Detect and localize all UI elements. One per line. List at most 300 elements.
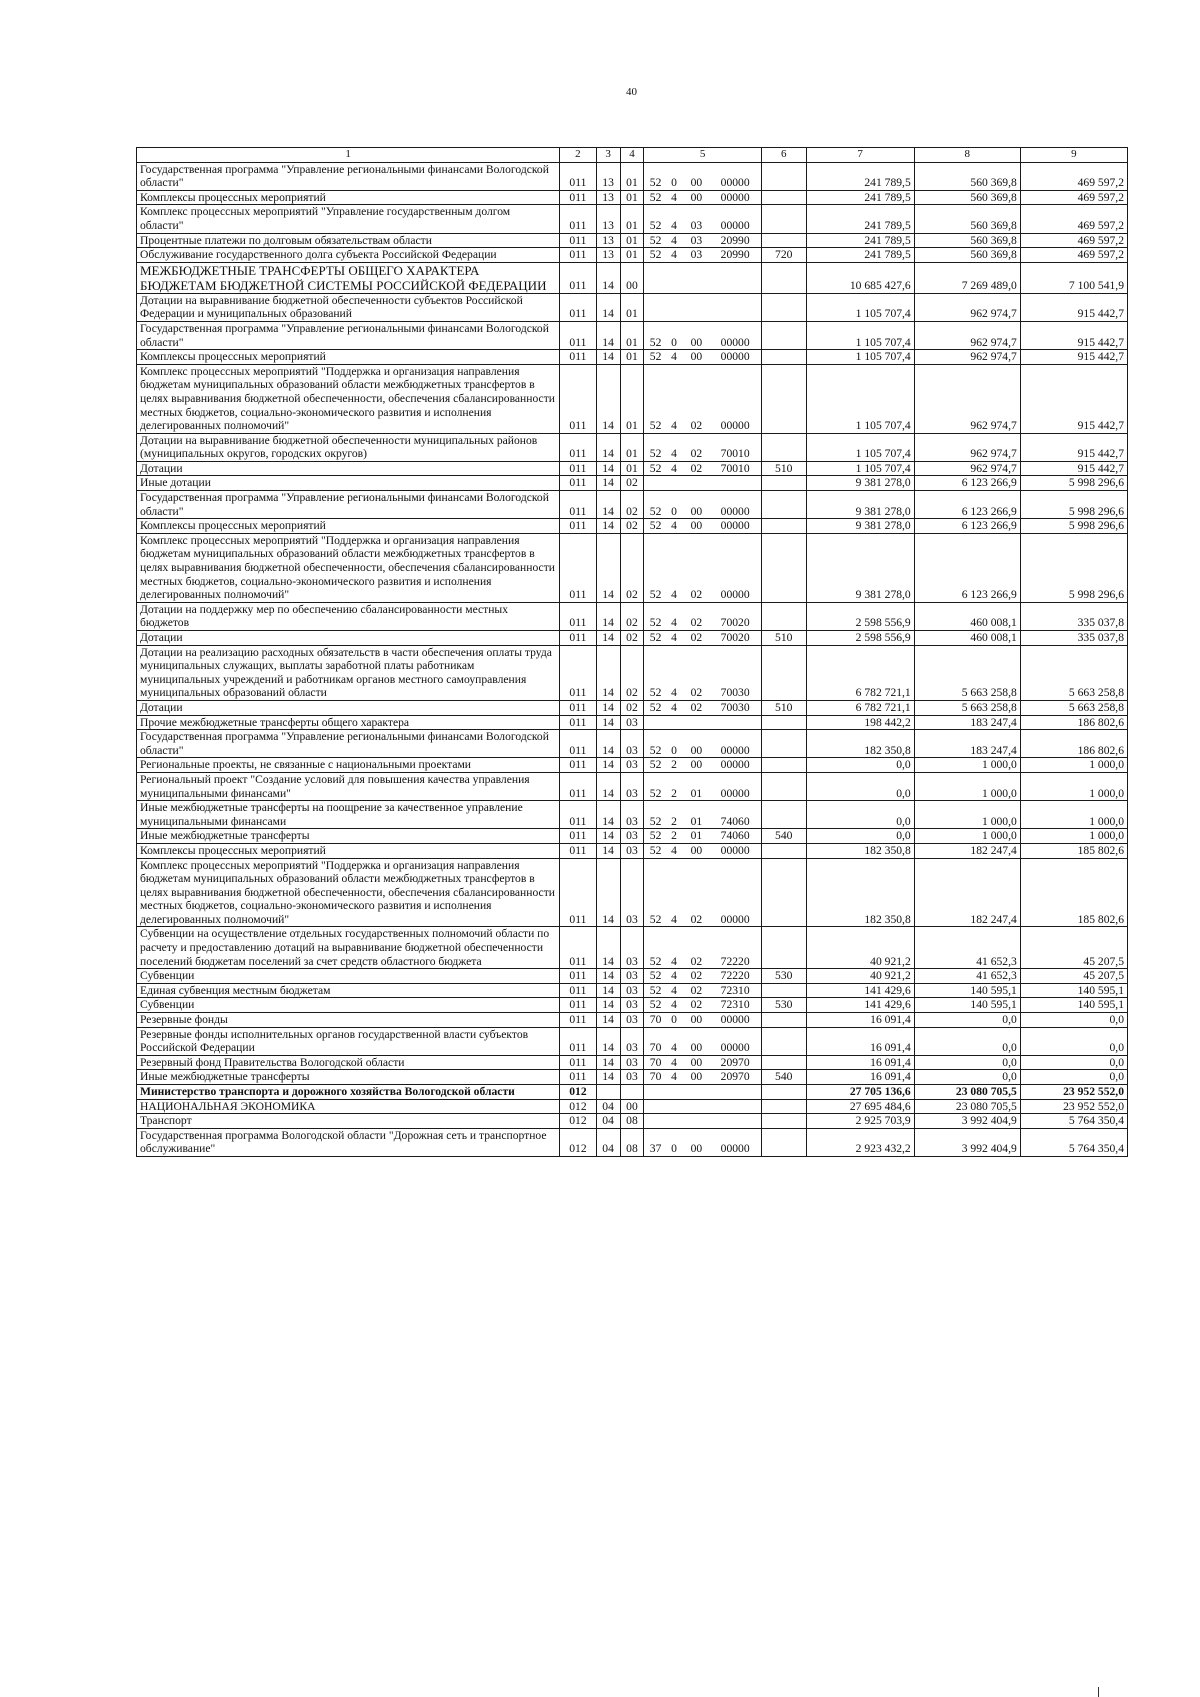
- target-subprogram-code: 4: [665, 248, 684, 263]
- amount-col8: 41 652,3: [914, 969, 1020, 984]
- subsection-code: 01: [620, 461, 644, 476]
- subsection-code: 02: [620, 631, 644, 646]
- subsection-code: 03: [620, 772, 644, 800]
- target-direction-code: [709, 1085, 761, 1100]
- target-subprogram-code: 4: [665, 350, 684, 365]
- target-program-code: 52: [644, 491, 665, 519]
- amount-col8: 23 080 705,5: [914, 1099, 1020, 1114]
- expense-type-code: [761, 1099, 806, 1114]
- target-measure-code: [683, 293, 709, 321]
- subsection-code: [620, 1085, 644, 1100]
- amount-col9: 469 597,2: [1020, 162, 1127, 190]
- table-row: [137, 248, 1128, 263]
- row-name: Дотации на выравнивание бюджетной обеспеченности субъектов Российской Федерации и муниципальных образований: [137, 293, 560, 321]
- target-subprogram-code: 2: [665, 829, 684, 844]
- target-program-code: 37: [644, 1128, 665, 1156]
- target-direction-code: 00000: [709, 190, 761, 205]
- row-name: Транспорт: [137, 1114, 560, 1129]
- section-code: 04: [596, 1114, 620, 1129]
- section-code: 14: [596, 758, 620, 773]
- admin-code: 011: [560, 461, 596, 476]
- amount-col9: 1 000,0: [1020, 772, 1127, 800]
- section-code: 14: [596, 1070, 620, 1085]
- target-program-code: 52: [644, 205, 665, 233]
- target-subprogram-code: 2: [665, 772, 684, 800]
- expense-type-code: 540: [761, 829, 806, 844]
- target-direction-code: [709, 715, 761, 730]
- target-measure-code: 02: [683, 858, 709, 927]
- table-row: [137, 205, 1128, 233]
- table-row: [137, 433, 1128, 461]
- subsection-code: 02: [620, 700, 644, 715]
- target-program-code: 52: [644, 829, 665, 844]
- admin-code: 011: [560, 476, 596, 491]
- row-name: Дотации: [137, 631, 560, 646]
- target-measure-code: 02: [683, 645, 709, 700]
- target-direction-code: 74060: [709, 801, 761, 829]
- admin-code: 012: [560, 1085, 596, 1100]
- target-program-code: 52: [644, 350, 665, 365]
- expense-type-code: [761, 293, 806, 321]
- target-measure-code: 02: [683, 998, 709, 1013]
- table-row: [137, 1013, 1128, 1028]
- row-name: Министерство транспорта и дорожного хозяйства Вологодской области: [137, 1085, 560, 1100]
- amount-col9: 915 442,7: [1020, 433, 1127, 461]
- amount-col8: 1 000,0: [914, 801, 1020, 829]
- admin-code: 012: [560, 1114, 596, 1129]
- target-program-code: [644, 476, 665, 491]
- amount-col7: 40 921,2: [806, 927, 914, 969]
- amount-col9: 185 802,6: [1020, 858, 1127, 927]
- target-subprogram-code: 4: [665, 631, 684, 646]
- column-number-row: [137, 148, 1128, 163]
- section-code: 14: [596, 476, 620, 491]
- row-name: Комплекс процессных мероприятий "Управление государственным долгом области": [137, 205, 560, 233]
- target-program-code: 52: [644, 364, 665, 433]
- amount-col7: 16 091,4: [806, 1013, 914, 1028]
- amount-col7: 27 695 484,6: [806, 1099, 914, 1114]
- row-name: НАЦИОНАЛЬНАЯ ЭКОНОМИКА: [137, 1099, 560, 1114]
- amount-col9: 1 000,0: [1020, 758, 1127, 773]
- column-number: 3: [596, 148, 620, 163]
- amount-col7: 1 105 707,4: [806, 350, 914, 365]
- target-direction-code: 00000: [709, 321, 761, 349]
- target-program-code: 52: [644, 998, 665, 1013]
- subsection-code: 03: [620, 829, 644, 844]
- target-measure-code: 00: [683, 1128, 709, 1156]
- amount-col8: 3 992 404,9: [914, 1114, 1020, 1129]
- target-program-code: 52: [644, 983, 665, 998]
- target-program-code: 52: [644, 233, 665, 248]
- expense-type-code: [761, 645, 806, 700]
- target-direction-code: 72310: [709, 983, 761, 998]
- amount-col9: 5 998 296,6: [1020, 476, 1127, 491]
- amount-col8: 962 974,7: [914, 321, 1020, 349]
- subsection-code: 03: [620, 927, 644, 969]
- amount-col9: 915 442,7: [1020, 321, 1127, 349]
- admin-code: 011: [560, 983, 596, 998]
- admin-code: 011: [560, 843, 596, 858]
- amount-col7: 1 105 707,4: [806, 433, 914, 461]
- subsection-code: 02: [620, 602, 644, 630]
- row-name: Комплекс процессных мероприятий "Поддержка и организация направления бюджетам муниципальных образований области межбюджетных трансфертов в целях выравнивания бюджетной обеспеченности, обеспечения сбалансированности местных бюджетов, социально-экономического развития и исполнения делегированных полномочий": [137, 858, 560, 927]
- amount-col7: 0,0: [806, 829, 914, 844]
- admin-code: 011: [560, 262, 596, 293]
- target-measure-code: 00: [683, 1013, 709, 1028]
- target-measure-code: 00: [683, 350, 709, 365]
- section-code: 14: [596, 461, 620, 476]
- expense-type-code: [761, 1013, 806, 1028]
- amount-col7: 9 381 278,0: [806, 476, 914, 491]
- target-program-code: [644, 715, 665, 730]
- section-code: 04: [596, 1128, 620, 1156]
- target-direction-code: [709, 1099, 761, 1114]
- target-subprogram-code: [665, 1085, 684, 1100]
- amount-col9: 45 207,5: [1020, 969, 1127, 984]
- target-program-code: 52: [644, 461, 665, 476]
- expense-type-code: [761, 858, 806, 927]
- target-program-code: [644, 1099, 665, 1114]
- target-measure-code: 03: [683, 233, 709, 248]
- expense-type-code: [761, 162, 806, 190]
- section-code: 04: [596, 1099, 620, 1114]
- section-code: 14: [596, 858, 620, 927]
- target-subprogram-code: 4: [665, 927, 684, 969]
- column-number: 5: [644, 148, 761, 163]
- amount-col7: 9 381 278,0: [806, 519, 914, 534]
- section-code: 14: [596, 293, 620, 321]
- target-direction-code: 00000: [709, 533, 761, 602]
- amount-col9: 0,0: [1020, 1070, 1127, 1085]
- admin-code: 011: [560, 730, 596, 758]
- target-subprogram-code: 4: [665, 645, 684, 700]
- amount-col8: 1 000,0: [914, 758, 1020, 773]
- target-subprogram-code: 0: [665, 162, 684, 190]
- target-measure-code: 00: [683, 1055, 709, 1070]
- row-name: Субвенции: [137, 969, 560, 984]
- row-name: Государственная программа "Управление региональными финансами Вологодской области": [137, 730, 560, 758]
- table-row: [137, 858, 1128, 927]
- section-code: 14: [596, 1027, 620, 1055]
- section-code: 13: [596, 233, 620, 248]
- section-code: 13: [596, 162, 620, 190]
- section-code: 14: [596, 983, 620, 998]
- target-measure-code: 03: [683, 248, 709, 263]
- subsection-code: 01: [620, 433, 644, 461]
- amount-col8: 0,0: [914, 1027, 1020, 1055]
- target-direction-code: 00000: [709, 858, 761, 927]
- target-direction-code: 00000: [709, 162, 761, 190]
- expense-type-code: [761, 519, 806, 534]
- row-name: Прочие межбюджетные трансферты общего характера: [137, 715, 560, 730]
- subsection-code: 02: [620, 476, 644, 491]
- amount-col9: 915 442,7: [1020, 461, 1127, 476]
- target-subprogram-code: 0: [665, 321, 684, 349]
- amount-col7: 6 782 721,1: [806, 645, 914, 700]
- column-number: 1: [137, 148, 560, 163]
- row-name: Дотации: [137, 700, 560, 715]
- target-subprogram-code: 4: [665, 983, 684, 998]
- amount-col8: 0,0: [914, 1055, 1020, 1070]
- row-name: Региональный проект "Создание условий для повышения качества управления муниципальными финансами": [137, 772, 560, 800]
- expense-type-code: [761, 801, 806, 829]
- amount-col7: 6 782 721,1: [806, 700, 914, 715]
- amount-col9: 5 764 350,4: [1020, 1128, 1127, 1156]
- target-direction-code: 00000: [709, 1013, 761, 1028]
- table-row: [137, 645, 1128, 700]
- target-program-code: 52: [644, 321, 665, 349]
- amount-col8: 41 652,3: [914, 927, 1020, 969]
- expense-type-code: 530: [761, 969, 806, 984]
- target-program-code: 52: [644, 645, 665, 700]
- admin-code: 011: [560, 162, 596, 190]
- amount-col9: 915 442,7: [1020, 350, 1127, 365]
- column-number: 9: [1020, 148, 1127, 163]
- target-subprogram-code: 4: [665, 233, 684, 248]
- target-measure-code: [683, 476, 709, 491]
- amount-col8: 5 663 258,8: [914, 700, 1020, 715]
- amount-col8: 962 974,7: [914, 350, 1020, 365]
- row-name: Иные межбюджетные трансферты: [137, 1070, 560, 1085]
- amount-col9: 186 802,6: [1020, 730, 1127, 758]
- target-measure-code: [683, 715, 709, 730]
- expense-type-code: [761, 350, 806, 365]
- expense-type-code: 510: [761, 700, 806, 715]
- target-program-code: 52: [644, 519, 665, 534]
- admin-code: 011: [560, 533, 596, 602]
- amount-col7: 182 350,8: [806, 858, 914, 927]
- amount-col7: 241 789,5: [806, 205, 914, 233]
- admin-code: 012: [560, 1128, 596, 1156]
- target-program-code: 52: [644, 801, 665, 829]
- target-subprogram-code: 4: [665, 190, 684, 205]
- section-code: 14: [596, 829, 620, 844]
- amount-col8: 560 369,8: [914, 205, 1020, 233]
- amount-col9: 469 597,2: [1020, 248, 1127, 263]
- target-direction-code: 72220: [709, 927, 761, 969]
- expense-type-code: [761, 491, 806, 519]
- target-program-code: 52: [644, 927, 665, 969]
- section-code: 14: [596, 491, 620, 519]
- amount-col9: 0,0: [1020, 1027, 1127, 1055]
- table-row: [137, 1128, 1128, 1156]
- admin-code: 011: [560, 700, 596, 715]
- target-measure-code: 01: [683, 829, 709, 844]
- amount-col9: 186 802,6: [1020, 715, 1127, 730]
- target-subprogram-code: 0: [665, 1013, 684, 1028]
- section-code: 13: [596, 248, 620, 263]
- admin-code: 011: [560, 293, 596, 321]
- table-row: [137, 364, 1128, 433]
- subsection-code: 03: [620, 969, 644, 984]
- section-code: 14: [596, 715, 620, 730]
- admin-code: 011: [560, 491, 596, 519]
- target-measure-code: 01: [683, 772, 709, 800]
- target-direction-code: [709, 1114, 761, 1129]
- target-direction-code: 20970: [709, 1070, 761, 1085]
- table-row: [137, 801, 1128, 829]
- target-direction-code: 00000: [709, 758, 761, 773]
- target-direction-code: 20990: [709, 233, 761, 248]
- expense-type-code: [761, 533, 806, 602]
- column-number: 6: [761, 148, 806, 163]
- section-code: 14: [596, 519, 620, 534]
- amount-col8: 0,0: [914, 1013, 1020, 1028]
- admin-code: 011: [560, 772, 596, 800]
- expense-type-code: 530: [761, 998, 806, 1013]
- target-direction-code: 00000: [709, 730, 761, 758]
- row-name: Дотации на поддержку мер по обеспечению сбалансированности местных бюджетов: [137, 602, 560, 630]
- amount-col8: 1 000,0: [914, 829, 1020, 844]
- admin-code: 011: [560, 519, 596, 534]
- table-row: [137, 927, 1128, 969]
- subsection-code: 03: [620, 730, 644, 758]
- row-name: Дотации на реализацию расходных обязательств в части обеспечения оплаты труда муниципальных служащих, выплаты заработной платы работникам муниципальных учреждений и работникам органов местного самоуправления муниципальных образований области: [137, 645, 560, 700]
- amount-col7: 9 381 278,0: [806, 491, 914, 519]
- section-code: 14: [596, 533, 620, 602]
- target-subprogram-code: 4: [665, 1027, 684, 1055]
- amount-col8: 560 369,8: [914, 233, 1020, 248]
- section-code: 14: [596, 645, 620, 700]
- row-name: Комплекс процессных мероприятий "Поддержка и организация направления бюджетам муниципальных образований области межбюджетных трансфертов в целях выравнивания бюджетной обеспеченности, обеспечения сбалансированности местных бюджетов, социально-экономического развития и исполнения делегированных полномочий": [137, 533, 560, 602]
- expense-type-code: [761, 983, 806, 998]
- table-row: [137, 715, 1128, 730]
- amount-col7: 182 350,8: [806, 843, 914, 858]
- expense-type-code: [761, 715, 806, 730]
- section-code: 14: [596, 364, 620, 433]
- amount-col7: 1 105 707,4: [806, 364, 914, 433]
- target-measure-code: 00: [683, 730, 709, 758]
- expense-type-code: [761, 1085, 806, 1100]
- target-program-code: 52: [644, 533, 665, 602]
- amount-col8: 460 008,1: [914, 631, 1020, 646]
- target-direction-code: 72220: [709, 969, 761, 984]
- amount-col7: 2 925 703,9: [806, 1114, 914, 1129]
- row-name: Процентные платежи по долговым обязательствам области: [137, 233, 560, 248]
- expense-type-code: [761, 772, 806, 800]
- target-program-code: 70: [644, 1027, 665, 1055]
- amount-col7: 241 789,5: [806, 248, 914, 263]
- amount-col7: 0,0: [806, 772, 914, 800]
- expense-type-code: [761, 190, 806, 205]
- amount-col9: 5 663 258,8: [1020, 645, 1127, 700]
- column-number: 7: [806, 148, 914, 163]
- expense-type-code: [761, 843, 806, 858]
- target-measure-code: 03: [683, 205, 709, 233]
- amount-col9: 185 802,6: [1020, 843, 1127, 858]
- amount-col9: 140 595,1: [1020, 998, 1127, 1013]
- expense-type-code: [761, 1114, 806, 1129]
- amount-col7: 2 598 556,9: [806, 631, 914, 646]
- row-name: Субвенции: [137, 998, 560, 1013]
- table-row: [137, 321, 1128, 349]
- target-program-code: 52: [644, 730, 665, 758]
- table-row: [137, 262, 1128, 293]
- target-measure-code: 00: [683, 519, 709, 534]
- section-code: 14: [596, 927, 620, 969]
- target-measure-code: 00: [683, 190, 709, 205]
- amount-col7: 27 705 136,6: [806, 1085, 914, 1100]
- row-name: Иные межбюджетные трансферты на поощрение за качественное управление муниципальными финансами: [137, 801, 560, 829]
- amount-col7: 198 442,2: [806, 715, 914, 730]
- target-direction-code: 70020: [709, 602, 761, 630]
- section-code: 14: [596, 321, 620, 349]
- target-subprogram-code: 4: [665, 519, 684, 534]
- table-row: [137, 162, 1128, 190]
- subsection-code: 03: [620, 998, 644, 1013]
- expense-type-code: [761, 205, 806, 233]
- subsection-code: 01: [620, 248, 644, 263]
- target-program-code: 52: [644, 700, 665, 715]
- target-direction-code: 00000: [709, 1128, 761, 1156]
- target-measure-code: 01: [683, 801, 709, 829]
- column-number: 8: [914, 148, 1020, 163]
- table-row: [137, 1055, 1128, 1070]
- section-code: 14: [596, 262, 620, 293]
- target-measure-code: 02: [683, 461, 709, 476]
- amount-col9: 23 952 552,0: [1020, 1099, 1127, 1114]
- subsection-code: 02: [620, 533, 644, 602]
- amount-col8: 560 369,8: [914, 248, 1020, 263]
- table-row: [137, 1099, 1128, 1114]
- row-name: Государственная программа "Управление региональными финансами Вологодской области": [137, 491, 560, 519]
- target-subprogram-code: 0: [665, 1128, 684, 1156]
- amount-col7: 0,0: [806, 801, 914, 829]
- expense-type-code: [761, 730, 806, 758]
- subsection-code: 02: [620, 519, 644, 534]
- target-measure-code: 02: [683, 983, 709, 998]
- target-direction-code: 70010: [709, 433, 761, 461]
- target-program-code: 52: [644, 772, 665, 800]
- target-subprogram-code: 4: [665, 461, 684, 476]
- amount-col9: 0,0: [1020, 1013, 1127, 1028]
- target-program-code: 52: [644, 248, 665, 263]
- target-direction-code: 00000: [709, 364, 761, 433]
- amount-col8: 5 663 258,8: [914, 645, 1020, 700]
- subsection-code: 01: [620, 321, 644, 349]
- amount-col8: 182 247,4: [914, 843, 1020, 858]
- target-subprogram-code: [665, 715, 684, 730]
- amount-col8: 6 123 266,9: [914, 491, 1020, 519]
- section-code: 13: [596, 190, 620, 205]
- expense-type-code: 510: [761, 631, 806, 646]
- amount-col8: 1 000,0: [914, 772, 1020, 800]
- target-program-code: 52: [644, 162, 665, 190]
- target-subprogram-code: 4: [665, 998, 684, 1013]
- amount-col8: 0,0: [914, 1070, 1020, 1085]
- amount-col9: 5 998 296,6: [1020, 519, 1127, 534]
- target-subprogram-code: 4: [665, 602, 684, 630]
- target-subprogram-code: 4: [665, 969, 684, 984]
- section-code: 14: [596, 700, 620, 715]
- target-direction-code: 00000: [709, 491, 761, 519]
- row-name: Региональные проекты, не связанные с национальными проектами: [137, 758, 560, 773]
- subsection-code: 01: [620, 233, 644, 248]
- target-subprogram-code: [665, 1099, 684, 1114]
- amount-col7: 16 091,4: [806, 1055, 914, 1070]
- amount-col8: 460 008,1: [914, 602, 1020, 630]
- row-name: Резервные фонды исполнительных органов государственной власти субъектов Российской Федерации: [137, 1027, 560, 1055]
- amount-col7: 2 598 556,9: [806, 602, 914, 630]
- target-subprogram-code: 4: [665, 1070, 684, 1085]
- target-program-code: 52: [644, 858, 665, 927]
- target-subprogram-code: [665, 262, 684, 293]
- amount-col8: 560 369,8: [914, 190, 1020, 205]
- amount-col7: 241 789,5: [806, 190, 914, 205]
- amount-col7: 0,0: [806, 758, 914, 773]
- target-subprogram-code: 2: [665, 801, 684, 829]
- target-program-code: 52: [644, 843, 665, 858]
